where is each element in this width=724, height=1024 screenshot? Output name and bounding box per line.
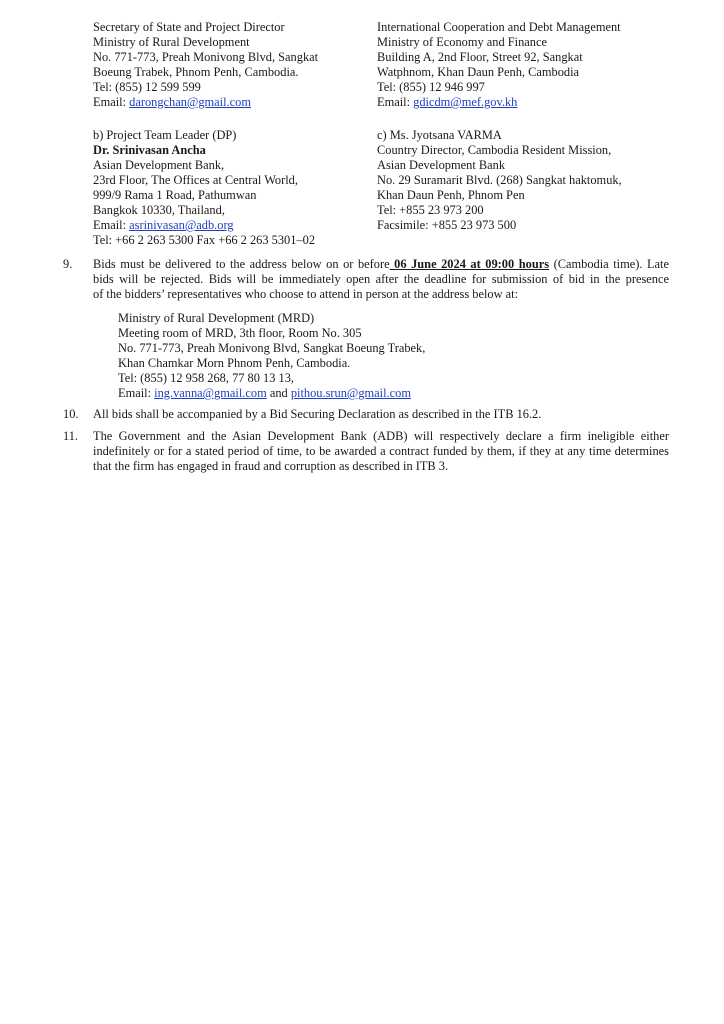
and-text: and: [266, 386, 291, 400]
email-link[interactable]: gdicdm@mef.gov.kh: [413, 95, 518, 109]
email-label: Email:: [93, 218, 130, 232]
email-link-pithou[interactable]: pithou.srun@gmail.com: [290, 386, 411, 400]
contact-line: 23rd Floor, The Offices at Central World,: [93, 173, 298, 187]
clause-body: [93, 429, 669, 474]
clause-text: (Cambodia time). Late: [549, 257, 669, 271]
email-link-vanna[interactable]: ing.vanna@gmail.com: [154, 386, 267, 400]
contact-email-line: [377, 95, 667, 110]
clause-line: [93, 257, 669, 272]
clause-line: All bids shall be accompanied by a Bid Securing Declaration as described in the ITB 16.2.: [93, 407, 542, 421]
contact-name: Dr. Srinivasan Ancha: [93, 143, 206, 157]
clause-line: indefinitely or for a stated period of time, to be awarded a contract funded by them, if they at any time determines: [93, 444, 669, 458]
contact-line: Khan Daun Penh, Phnom Pen: [377, 188, 525, 202]
contact-line: Country Director, Cambodia Resident Mission,: [377, 143, 612, 157]
clause-body: [93, 257, 669, 302]
contact-line: Ministry of Rural Development: [93, 35, 250, 49]
email-label: Email:: [377, 95, 414, 109]
contact-line: No. 29 Suramarit Blvd. (268) Sangkat haktomuk,: [377, 173, 622, 187]
bid-opening-address: [118, 311, 478, 401]
contact-country-director: [377, 128, 667, 233]
contact-team-leader: [93, 128, 361, 248]
contact-line: Asian Development Bank: [377, 158, 506, 172]
contact-line: Facsimile: +855 23 973 500: [377, 218, 517, 232]
clause-line: that the firm has engaged in fraud and corruption as described in ITB 3.: [93, 459, 449, 473]
contact-email-line: [93, 218, 361, 233]
contact-heading: b) Project Team Leader (DP): [93, 128, 237, 142]
contact-line: Ministry of Economy and Finance: [377, 35, 547, 49]
contact-line: Tel: (855) 12 599 599: [93, 80, 201, 94]
contact-line: Boeung Trabek, Phnom Penh, Cambodia.: [93, 65, 299, 79]
contact-tel: Tel: +66 2 263 5300 Fax +66 2 263 5301–02: [93, 233, 316, 247]
clause-number: 11.: [63, 429, 79, 443]
clause-line: bids will be rejected. Bids will be immediately open after the deadline for submission of bid in the presence: [93, 272, 669, 286]
email-label: Email:: [93, 95, 130, 109]
contact-line: Tel: (855) 12 946 997: [377, 80, 485, 94]
address-line: Ministry of Rural Development (MRD): [118, 311, 315, 325]
address-email-line: [118, 386, 478, 401]
address-line: Khan Chamkar Morn Phnom Penh, Cambodia.: [118, 356, 351, 370]
clause-body: [93, 407, 669, 422]
contact-line: Building A, 2nd Floor, Street 92, Sangkat: [377, 50, 583, 64]
email-link[interactable]: asrinivasan@adb.org: [129, 218, 234, 232]
contact-email-line: [93, 95, 361, 110]
contact-mrd: [93, 20, 361, 110]
clause-text: Bids must be delivered to the address below on or before: [93, 257, 390, 271]
contact-mef: [377, 20, 667, 110]
contact-line: Secretary of State and Project Director: [93, 20, 285, 34]
email-label: Email:: [118, 386, 155, 400]
contact-line: Watphnom, Khan Daun Penh, Cambodia: [377, 65, 580, 79]
contact-line: Bangkok 10330, Thailand,: [93, 203, 225, 217]
address-line: Tel: (855) 12 958 268, 77 80 13 13,: [118, 371, 295, 385]
address-line: No. 771-773, Preah Monivong Blvd, Sangkat Boeung Trabek,: [118, 341, 426, 355]
clause-line: of the bidders’ representatives who choose to attend in person at the address below at:: [93, 287, 519, 301]
email-link[interactable]: darongchan@gmail.com: [129, 95, 251, 109]
contact-heading: c) Ms. Jyotsana VARMA: [377, 128, 502, 142]
clause-line: The Government and the Asian Development Bank (ADB) will respectively declare a firm ineligible either: [93, 429, 669, 443]
contact-line: Asian Development Bank,: [93, 158, 225, 172]
contact-line: 999/9 Rama 1 Road, Pathumwan: [93, 188, 257, 202]
bid-deadline: 06 June 2024 at 09:00 hours: [389, 257, 550, 271]
contact-line: International Cooperation and Debt Management: [377, 20, 621, 34]
clause-number: 10.: [63, 407, 79, 421]
contact-line: Tel: +855 23 973 200: [377, 203, 484, 217]
contact-line: No. 771-773, Preah Monivong Blvd, Sangkat: [93, 50, 319, 64]
clause-number: 9.: [63, 257, 73, 271]
address-line: Meeting room of MRD, 3th floor, Room No. 305: [118, 326, 362, 340]
